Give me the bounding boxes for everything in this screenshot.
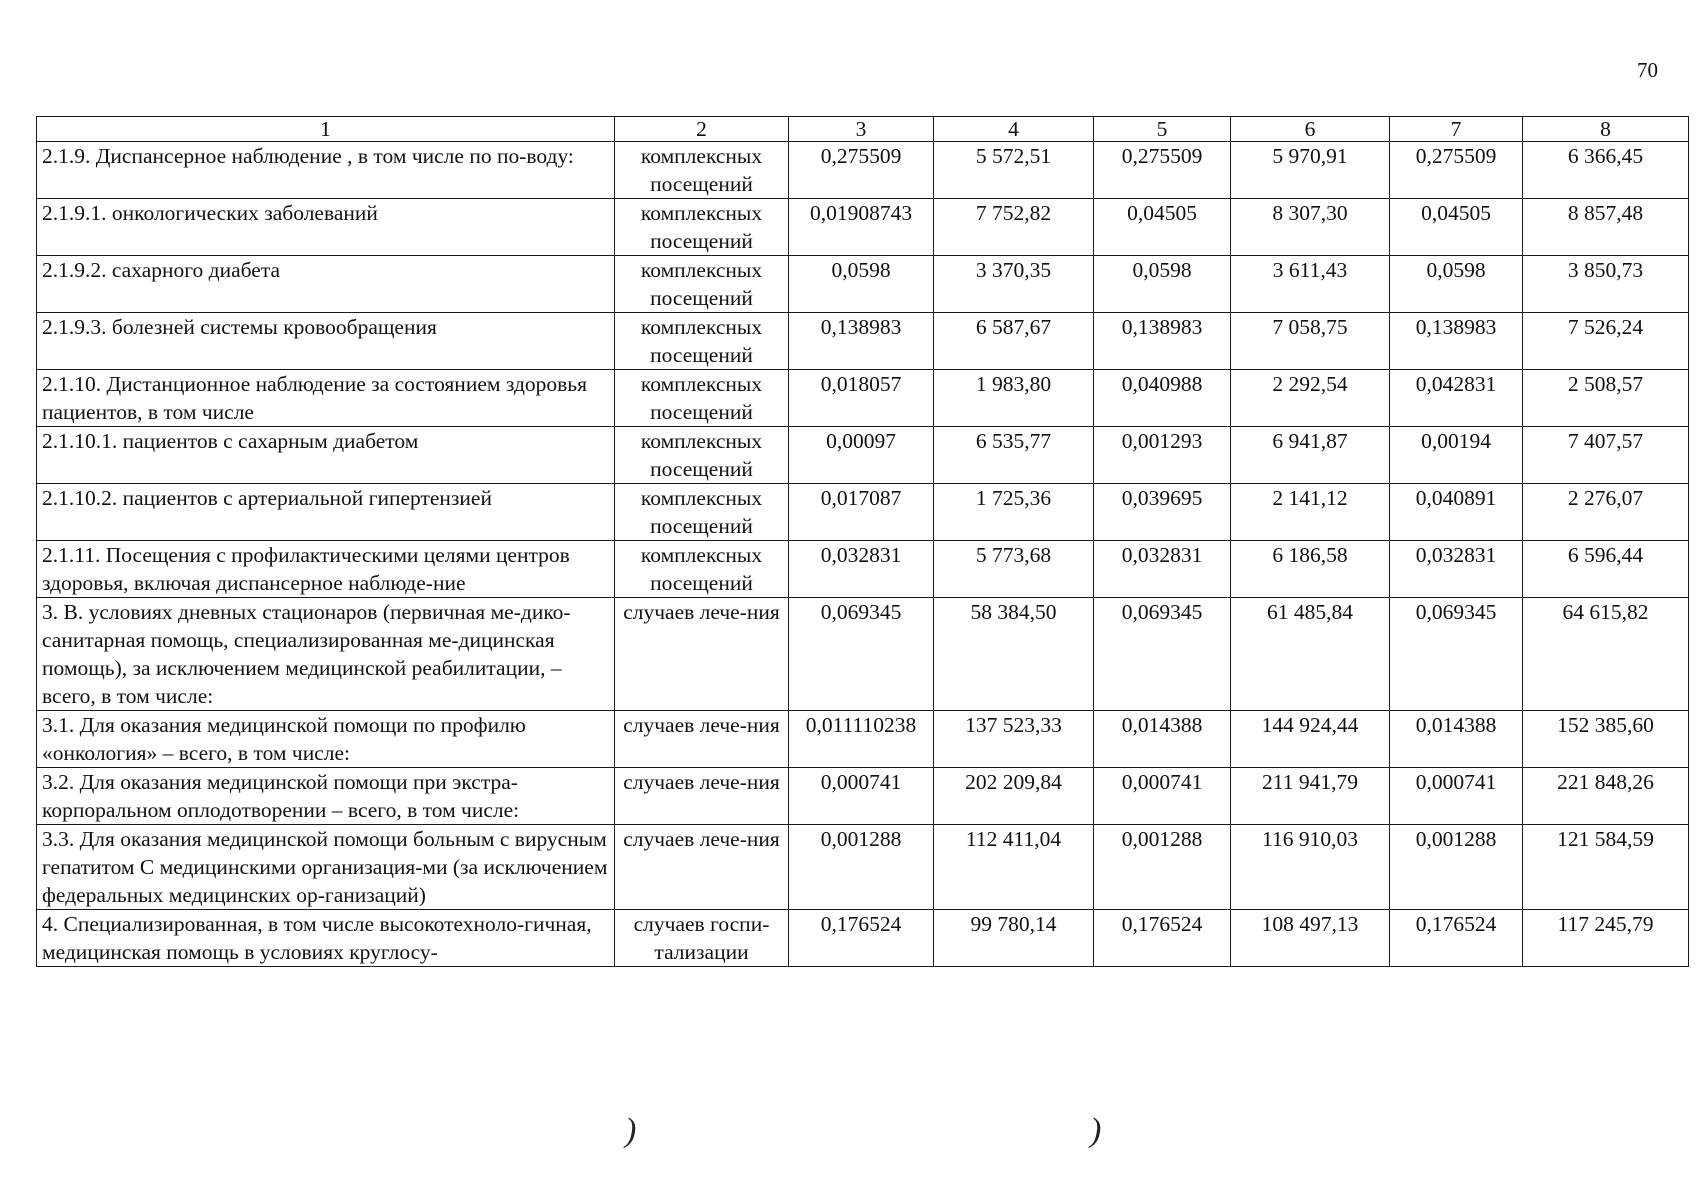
cell-col-3: 0,001288	[789, 825, 934, 910]
column-header: 7	[1390, 117, 1523, 142]
cell-col-6: 144 924,44	[1231, 711, 1390, 768]
cell-col-7: 0,042831	[1390, 370, 1523, 427]
table-row	[37, 370, 1689, 427]
row-name: 2.1.9.2. сахарного диабета	[37, 256, 615, 313]
row-unit: комплексных посещений	[615, 427, 789, 484]
cell-col-5: 0,000741	[1094, 768, 1231, 825]
cell-col-3: 0,138983	[789, 313, 934, 370]
cell-col-7: 0,00194	[1390, 427, 1523, 484]
cell-col-5: 0,014388	[1094, 711, 1231, 768]
column-header: 4	[934, 117, 1094, 142]
cell-col-4: 5 572,51	[934, 142, 1094, 199]
cell-col-5: 0,069345	[1094, 598, 1231, 711]
margin-mark: )	[625, 1112, 637, 1149]
cell-col-7: 0,0598	[1390, 256, 1523, 313]
cell-col-7: 0,001288	[1390, 825, 1523, 910]
cell-col-5: 0,138983	[1094, 313, 1231, 370]
cell-col-6: 61 485,84	[1231, 598, 1390, 711]
cell-col-3: 0,069345	[789, 598, 934, 711]
cell-col-8: 6 366,45	[1523, 142, 1689, 199]
cell-col-6: 2 292,54	[1231, 370, 1390, 427]
cell-col-8: 7 526,24	[1523, 313, 1689, 370]
row-unit: комплексных посещений	[615, 370, 789, 427]
cell-col-6: 6 941,87	[1231, 427, 1390, 484]
cell-col-5: 0,040988	[1094, 370, 1231, 427]
table-body	[37, 142, 1689, 967]
row-unit: случаев лече-ния	[615, 598, 789, 711]
cell-col-8: 2 276,07	[1523, 484, 1689, 541]
cell-col-4: 202 209,84	[934, 768, 1094, 825]
cell-col-3: 0,032831	[789, 541, 934, 598]
header-row	[37, 117, 1689, 142]
table-row	[37, 711, 1689, 768]
cell-col-8: 6 596,44	[1523, 541, 1689, 598]
cell-col-4: 7 752,82	[934, 199, 1094, 256]
column-header: 6	[1231, 117, 1390, 142]
cell-col-6: 3 611,43	[1231, 256, 1390, 313]
row-unit: случаев госпи-тализации	[615, 910, 789, 967]
row-unit: комплексных посещений	[615, 313, 789, 370]
table-row	[37, 142, 1689, 199]
row-name: 2.1.9.1. онкологических заболеваний	[37, 199, 615, 256]
cell-col-7: 0,040891	[1390, 484, 1523, 541]
cell-col-6: 5 970,91	[1231, 142, 1390, 199]
cell-col-5: 0,275509	[1094, 142, 1231, 199]
cell-col-8: 152 385,60	[1523, 711, 1689, 768]
row-name: 3.2. Для оказания медицинской помощи при экстра-корпоральном оплодотворении – всего, в том числе:	[37, 768, 615, 825]
row-name: 2.1.10. Дистанционное наблюдение за состоянием здоровья пациентов, в том числе	[37, 370, 615, 427]
cell-col-3: 0,275509	[789, 142, 934, 199]
table-row	[37, 825, 1689, 910]
cell-col-4: 99 780,14	[934, 910, 1094, 967]
column-header: 3	[789, 117, 934, 142]
column-header: 5	[1094, 117, 1231, 142]
table-header	[37, 117, 1689, 142]
row-name: 3.1. Для оказания медицинской помощи по профилю «онкология» – всего, в том числе:	[37, 711, 615, 768]
cell-col-3: 0,00097	[789, 427, 934, 484]
cell-col-7: 0,032831	[1390, 541, 1523, 598]
row-name: 4. Специализированная, в том числе высокотехноло-гичная, медицинская помощь в условиях круглосу-	[37, 910, 615, 967]
cell-col-4: 3 370,35	[934, 256, 1094, 313]
cell-col-7: 0,176524	[1390, 910, 1523, 967]
cell-col-4: 137 523,33	[934, 711, 1094, 768]
row-name: 2.1.11. Посещения с профилактическими целями центров здоровья, включая диспансерное наблюде-ние	[37, 541, 615, 598]
column-header: 2	[615, 117, 789, 142]
cell-col-3: 0,01908743	[789, 199, 934, 256]
cell-col-7: 0,275509	[1390, 142, 1523, 199]
table-row	[37, 768, 1689, 825]
cell-col-8: 221 848,26	[1523, 768, 1689, 825]
cell-col-8: 121 584,59	[1523, 825, 1689, 910]
cell-col-5: 0,176524	[1094, 910, 1231, 967]
table-row	[37, 199, 1689, 256]
table-row	[37, 484, 1689, 541]
cell-col-7: 0,014388	[1390, 711, 1523, 768]
row-unit: случаев лече-ния	[615, 711, 789, 768]
page-number: 70	[1637, 58, 1658, 82]
cell-col-4: 58 384,50	[934, 598, 1094, 711]
cell-col-7: 0,138983	[1390, 313, 1523, 370]
cell-col-3: 0,000741	[789, 768, 934, 825]
cell-col-8: 64 615,82	[1523, 598, 1689, 711]
cell-col-4: 5 773,68	[934, 541, 1094, 598]
cell-col-3: 0,011110238	[789, 711, 934, 768]
cell-col-5: 0,032831	[1094, 541, 1231, 598]
cell-col-8: 3 850,73	[1523, 256, 1689, 313]
cell-col-5: 0,04505	[1094, 199, 1231, 256]
row-name: 3. В. условиях дневных стационаров (первичная ме-дико-санитарная помощь, специализированная ме-дицинская помощь), за исключением медицинской реабилитации, – всего, в том числе:	[37, 598, 615, 711]
cell-col-6: 7 058,75	[1231, 313, 1390, 370]
column-header: 1	[37, 117, 615, 142]
cell-col-8: 2 508,57	[1523, 370, 1689, 427]
cell-col-6: 116 910,03	[1231, 825, 1390, 910]
cell-col-6: 2 141,12	[1231, 484, 1390, 541]
cell-col-8: 117 245,79	[1523, 910, 1689, 967]
row-name: 2.1.9.3. болезней системы кровообращения	[37, 313, 615, 370]
cell-col-6: 8 307,30	[1231, 199, 1390, 256]
row-unit: комплексных посещений	[615, 256, 789, 313]
cell-col-5: 0,001293	[1094, 427, 1231, 484]
row-unit: комплексных посещений	[615, 142, 789, 199]
column-header: 8	[1523, 117, 1689, 142]
cell-col-8: 8 857,48	[1523, 199, 1689, 256]
cell-col-5: 0,001288	[1094, 825, 1231, 910]
table-row	[37, 910, 1689, 967]
table-row	[37, 256, 1689, 313]
margin-mark: )	[1090, 1112, 1102, 1149]
cell-col-4: 6 535,77	[934, 427, 1094, 484]
cell-col-6: 108 497,13	[1231, 910, 1390, 967]
row-name: 2.1.9. Диспансерное наблюдение , в том числе по по-воду:	[37, 142, 615, 199]
cell-col-4: 112 411,04	[934, 825, 1094, 910]
table-row	[37, 427, 1689, 484]
row-unit: случаев лече-ния	[615, 825, 789, 910]
cell-col-8: 7 407,57	[1523, 427, 1689, 484]
cell-col-4: 1 725,36	[934, 484, 1094, 541]
cell-col-3: 0,176524	[789, 910, 934, 967]
table-row	[37, 313, 1689, 370]
cell-col-7: 0,000741	[1390, 768, 1523, 825]
cell-col-5: 0,039695	[1094, 484, 1231, 541]
cell-col-5: 0,0598	[1094, 256, 1231, 313]
cell-col-6: 6 186,58	[1231, 541, 1390, 598]
row-unit: случаев лече-ния	[615, 768, 789, 825]
row-unit: комплексных посещений	[615, 541, 789, 598]
cell-col-3: 0,018057	[789, 370, 934, 427]
cell-col-7: 0,069345	[1390, 598, 1523, 711]
cell-col-4: 6 587,67	[934, 313, 1094, 370]
tariff-table	[36, 116, 1689, 967]
row-name: 2.1.10.1. пациентов с сахарным диабетом	[37, 427, 615, 484]
cell-col-7: 0,04505	[1390, 199, 1523, 256]
table-row	[37, 541, 1689, 598]
row-name: 2.1.10.2. пациентов с артериальной гипертензией	[37, 484, 615, 541]
cell-col-3: 0,0598	[789, 256, 934, 313]
table-row	[37, 598, 1689, 711]
row-unit: комплексных посещений	[615, 199, 789, 256]
row-name: 3.3. Для оказания медицинской помощи больным с вирусным гепатитом С медицинскими организация-ми (за исключением федеральных медицинских ор-ганизаций)	[37, 825, 615, 910]
cell-col-6: 211 941,79	[1231, 768, 1390, 825]
row-unit: комплексных посещений	[615, 484, 789, 541]
cell-col-3: 0,017087	[789, 484, 934, 541]
cell-col-4: 1 983,80	[934, 370, 1094, 427]
